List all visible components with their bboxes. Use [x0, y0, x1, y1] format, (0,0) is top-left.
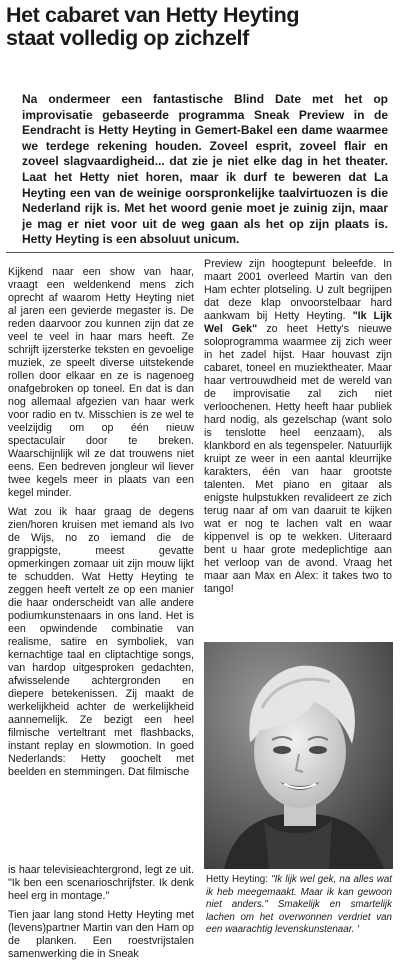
portrait-image [204, 642, 393, 869]
article-page [6, 4, 394, 968]
left-paragraph-3: is haar televisieachtergrond, legt ze uit. "Ik ben een scenarioschrijfster. Ik denk heel erg in montage." [8, 864, 194, 902]
caption-text: "Ik lijk wel gek, na alles wat ik heb meegemaakt. Maar ik kan gewoon niet anders." Smakelijk en smartelijk lachen om het overwonnen verdriet van een waarachtig levenskunstenaar. ' [206, 874, 392, 935]
section-divider [6, 252, 394, 253]
article-title [6, 4, 394, 50]
left-column [8, 266, 194, 785]
article-intro: Na ondermeer een fantastische Blind Date met het op improvisatie gebaseerde programma Sneak Preview in de Eendracht is Hetty Heyting in Gemert-Bakel een dame waarmee we terdege rekening houden. Zoveel esprit, zoveel flair en zoveel slagvaardigheid... dat zie je niet elke dag in het theater. Laat het Hetty niet horen, maar ik durf te beweren dat La Heyting een van de weinige oorspronkelijke taalvirtuozen is die Nederland rijk is. Met het woord genie moet je zuinig zijn, maar je mag er niet voor uit de weg gaan als het op zijn plaats is. Hetty Heyting is een absoluut unicum. [22, 92, 388, 247]
left-paragraph-2: Wat zou ik haar graag de degens zien/horen kruisen met iemand als Ivo de Wijs, no zo iemand die de grappigste, meest gevatte opmerkingen zomaar uit zijn mouw lijkt te schudden. Wat Hetty Heyting te zeggen heeft vertelt ze op een manier die haar onderscheidt van alle andere podiumkunstenaars in ons land. Het is een opwindende combinatie van realisme, satire en symboliek, van kernachtige taal en cliptachtige songs, van hardop uitgesproken gedachten, afwisselende achtergronden en diepere betekenissen. Zij maakt de werkelijkheid achter de werkelijkheid aannemelijk. Ze bezigt een heel filmische verteltrant met flashbacks, instant replay en slowmotion. In goed Nederlands: Hetty goochelt met beelden en stemmingen. Dat filmische [8, 506, 194, 778]
right-column [204, 258, 392, 596]
left-paragraph-1: Kijkend naar een show van haar, vraagt een weldenkend mens zich oprecht af waarom Hetty Heyting niet al jaren een gevierde megaster is. De reden daarvoor zou kunnen zijn dat ze veel te veel in haar mars heeft. Ze schrijft ijzersterke teksten en gevoelige muziek, ze speelt diverse uitstekende rollen door elkaar en ze is nagenoeg onafgebroken op toneel. En dat is dan nog allemaal afgezien van haar werk voor radio en tv. Misschien is ze wel te veelzijdig om op één nieuw spectaculair door te breken. Waarschijnlijk wil ze dat trouwens niet eens. Een bedreven jongleur wil liever twee kegels meer in plaats van een kegel minder. [8, 266, 194, 499]
show-title: "Ik Lijk Wel Gek" [204, 310, 392, 335]
article-title-line-1: Het cabaret van Hetty Heyting [6, 3, 300, 27]
left-column-bottom [8, 864, 194, 967]
right-paragraph-1 [204, 258, 392, 596]
photo-caption [206, 874, 392, 937]
right-paragraph-1-start: Preview zijn hoogtepunt beleefde. In maart 2001 overleed Martin van den Ham echter plotseling. U zult begrijpen dat deze klap onvoorstelbaar hard aankwam bij Hetty Heyting. [204, 258, 392, 322]
article-title-line-2: staat volledig op zichzelf [6, 26, 249, 50]
right-paragraph-1-end: zo heet Hetty's nieuwe soloprogramma waarmee zij zich weer in het zadel hijst. Haar houvast zijn cabaret, toneel en muziektheater. Maar haar vertrouwdheid met de wereld van de improvisatie zal zich niet verloochenen. Hetty heeft haar publiek hard nodig, als gezelschap (want solo is tenslotte heel eenzaam), als klankbord en als tegenspeler. Natuurlijk kruipt ze weer in een aantal kleurrijke karakters, één van haar grootste talenten. Met piano en gitaar als enigste hulpstukken revalideert ze zich terug naar af om van daaruit te kijken wat er nog te lachen valt en waar kippenvel is op te wekken. Uiteraard bent u haar grote medeplichtige aan het verloop van de avond. Vraag het maar aan Max en Alex: it takes two to tango! [204, 323, 392, 595]
caption-name: Hetty Heyting: [206, 874, 268, 885]
portrait-photo [204, 642, 393, 869]
left-paragraph-4: Tien jaar lang stond Hetty Heyting met (levens)partner Martin van den Ham op de planken. Een roestvrijstalen samenwerking die in Sneak [8, 909, 194, 960]
